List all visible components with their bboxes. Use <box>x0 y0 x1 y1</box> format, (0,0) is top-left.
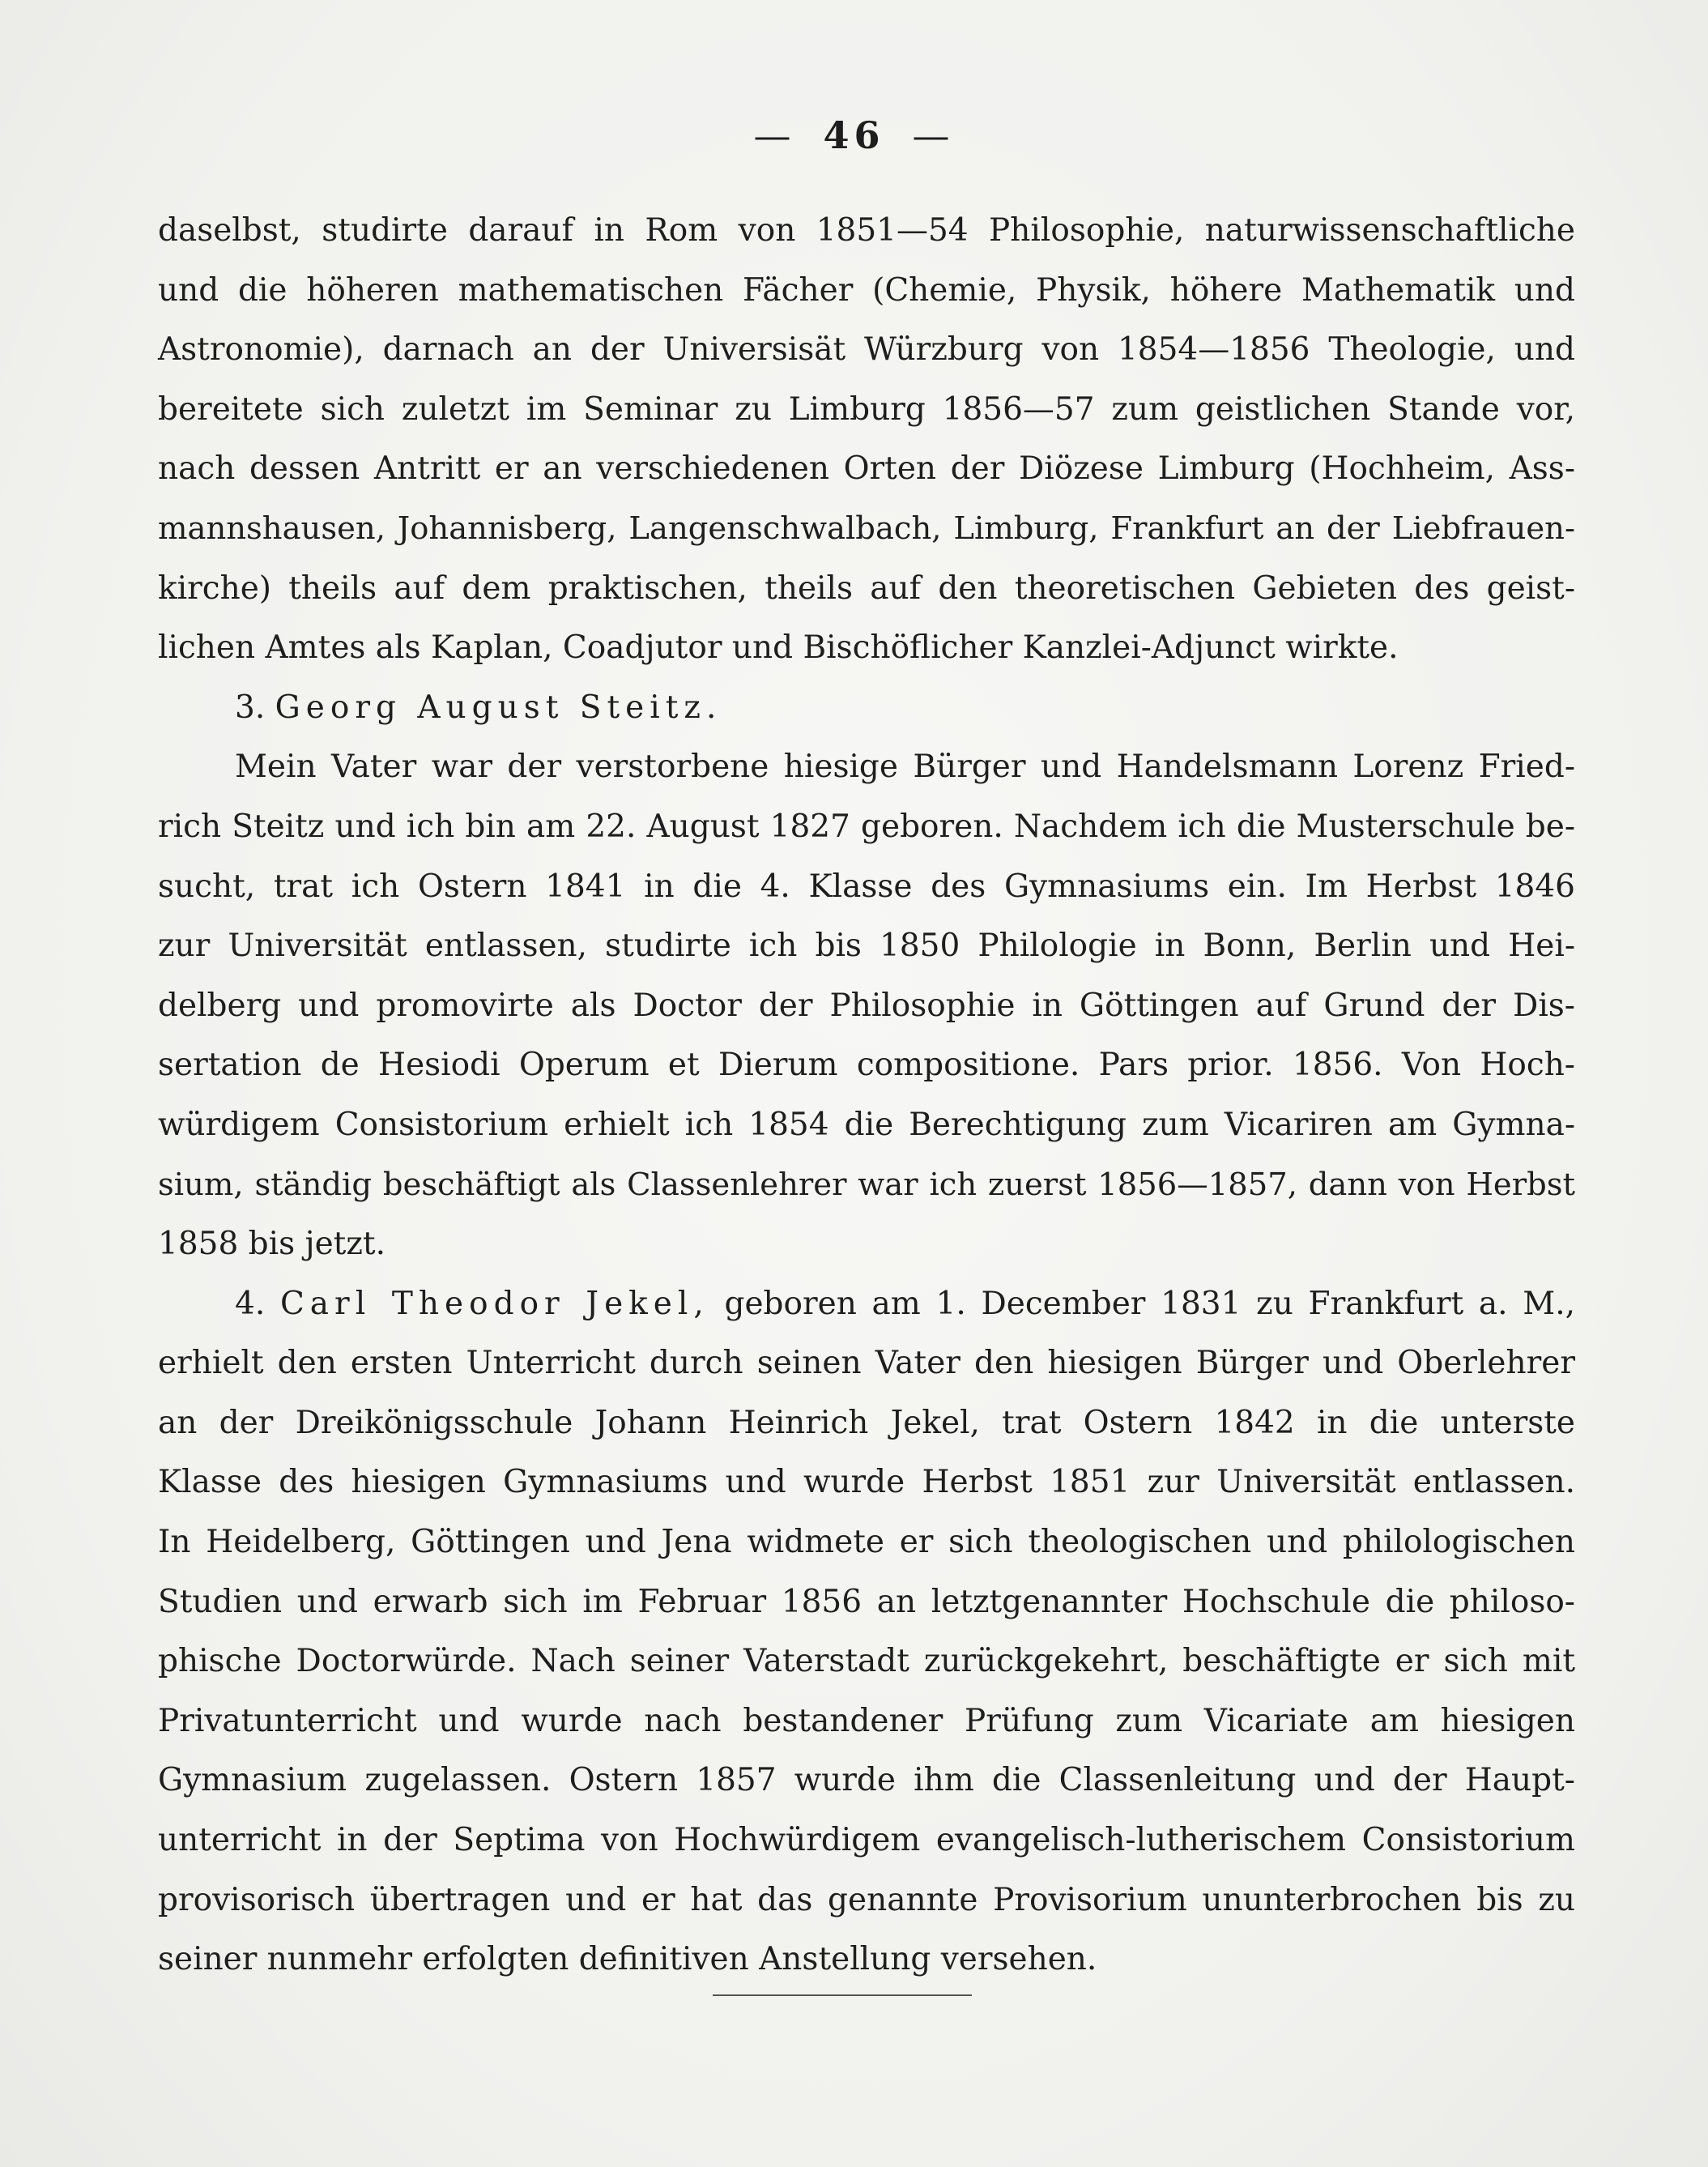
text-line: In Heidelberg, Göttingen und Jena widmete er sich theologischen und philologischen <box>158 1524 1575 1561</box>
page-header <box>0 113 1708 157</box>
text-line: Astronomie), darnach an der Universisät Würzburg von 1854—1856 Theologie, und <box>158 331 1575 369</box>
closing-rule <box>713 1994 972 1996</box>
text-line: erhielt den ersten Unterricht durch seinen Vater den hiesigen Bürger und Oberlehrer <box>158 1345 1575 1382</box>
text-line: mannshausen, Johannisberg, Langenschwalbach, Limburg, Frankfurt an der Liebfrauen- <box>158 510 1575 547</box>
text-line: provisorisch übertragen und er hat das genannte Provisorium ununterbrochen bis zu <box>158 1881 1575 1918</box>
text-line: Privatunterricht und wurde nach bestandener Prüfung zum Vicariate am hiesigen <box>158 1702 1575 1739</box>
text-line: bereitete sich zuletzt im Seminar zu Limburg 1856—57 zum geistlichen Stande vor, <box>158 390 1575 428</box>
person-name: Carl Theodor Jekel, <box>279 1285 709 1322</box>
text-line: Mein Vater war der verstorbene hiesige Bürger und Handelsmann Lorenz Fried- <box>235 749 1575 786</box>
text-line: 1858 bis jetzt. <box>158 1226 385 1263</box>
text-line: kirche) theils auf dem praktischen, theils auf den theoretischen Gebieten des geist- <box>158 569 1575 607</box>
section-heading-3 <box>158 678 1575 738</box>
text-line: sucht, trat ich Ostern 1841 in die 4. Klasse des Gymnasiums ein. Im Herbst 1846 <box>158 868 1575 905</box>
text-line: an der Dreikönigsschule Johann Heinrich Jekel, trat Ostern 1842 in die unterste <box>158 1404 1575 1441</box>
text-line-with-name <box>158 1274 1575 1334</box>
text-line: sium, ständig beschäftigt als Classenlehrer war ich zuerst 1856—1857, dann von Herbst <box>158 1166 1575 1203</box>
text-line: nach dessen Antritt er an verschiedenen Orten der Diözese Limburg (Hochheim, Ass- <box>158 450 1575 488</box>
text-line: zur Universität entlassen, studirte ich bis 1850 Philologie in Bonn, Berlin und Hei- <box>158 928 1575 965</box>
header-dash-left: — <box>753 113 796 157</box>
body-text <box>158 201 1575 1990</box>
text-line: daselbst, studirte darauf in Rom von 1851—54 Philosophie, naturwissenschaftliche <box>158 212 1575 249</box>
text-fragment: geboren am 1. December 1831 zu Frankfurt a. M., <box>724 1285 1575 1322</box>
header-dash-right: — <box>912 113 955 157</box>
text-line: und die höheren mathematischen Fächer (Chemie, Physik, höhere Mathematik und <box>158 271 1575 309</box>
text-line: sertation de Hesiodi Operum et Dierum compositione. Pars prior. 1856. Von Hoch- <box>158 1047 1575 1084</box>
text-line: Studien und erwarb sich im Februar 1856 an letztgenannter Hochschule die philoso- <box>158 1583 1575 1620</box>
text-line: Klasse des hiesigen Gymnasiums und wurde Herbst 1851 zur Universität entlassen. <box>158 1464 1575 1501</box>
text-line: seiner nunmehr erfolgten definitiven Anstellung versehen. <box>158 1941 1097 1978</box>
section-number: 4. <box>235 1285 266 1322</box>
text-line: würdigem Consistorium erhielt ich 1854 die Berechtigung zum Vicariren am Gymna- <box>158 1106 1575 1143</box>
paragraph-steitz <box>158 737 1575 1273</box>
paragraph-continuation <box>158 201 1575 678</box>
paragraph-jekel <box>158 1274 1575 1990</box>
person-name: Georg August Steitz. <box>275 689 722 726</box>
text-line: rich Steitz und ich bin am 22. August 1827 geboren. Nachdem ich die Musterschule be- <box>158 808 1575 845</box>
text-line: lichen Amtes als Kaplan, Coadjutor und Bischöflicher Kanzlei-Adjunct wirkte. <box>158 629 1399 667</box>
text-line: delberg und promovirte als Doctor der Philosophie in Göttingen auf Grund der Dis- <box>158 987 1575 1024</box>
page-number: 46 <box>823 113 885 157</box>
text-line: unterricht in der Septima von Hochwürdigem evangelisch-lutherischem Consistorium <box>158 1822 1575 1859</box>
text-line: Gymnasium zugelassen. Ostern 1857 wurde ihm die Classenleitung und der Haupt- <box>158 1762 1575 1799</box>
text-line: phische Doctorwürde. Nach seiner Vaterstadt zurückgekehrt, beschäftigte er sich mit <box>158 1643 1575 1680</box>
section-number: 3. <box>235 689 266 726</box>
